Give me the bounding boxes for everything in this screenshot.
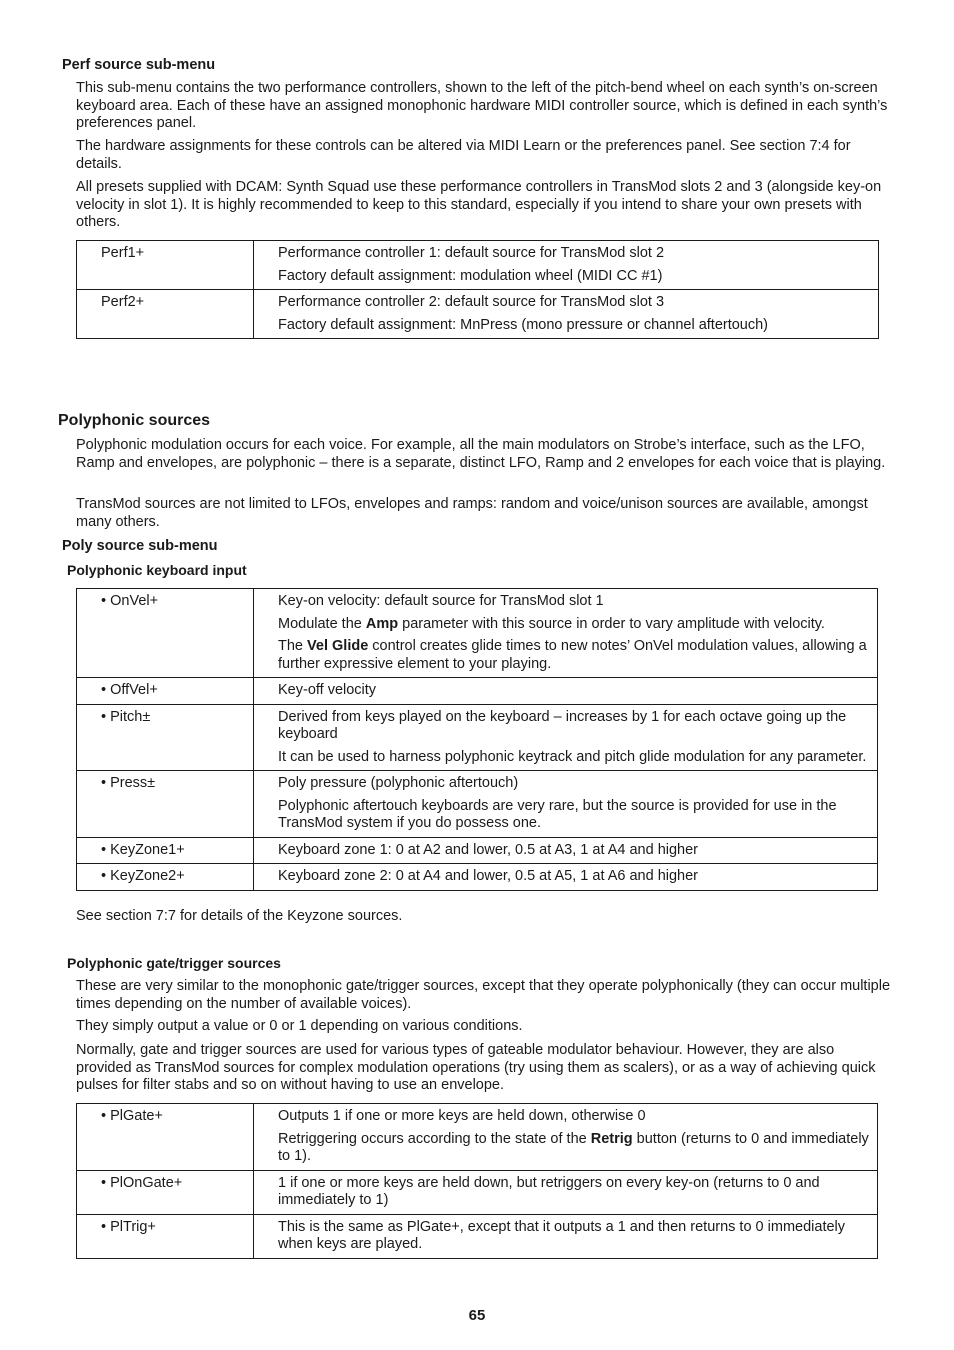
vel-glide-control-label: Vel Glide bbox=[307, 638, 369, 654]
keyboard-input-table bbox=[76, 588, 878, 891]
retrig-button-label: Retrig bbox=[590, 1130, 633, 1147]
source-name: • PlTrig+ bbox=[77, 1214, 254, 1258]
table-row bbox=[77, 290, 879, 339]
table-row bbox=[77, 1214, 878, 1258]
source-description bbox=[254, 678, 878, 705]
description-line: Retriggering occurs according to the state of the Retrig button (returns to 0 and immediately to 1). bbox=[278, 1130, 869, 1164]
source-description bbox=[254, 704, 878, 771]
description-line: Keyboard zone 1: 0 at A2 and lower, 0.5 at A3, 1 at A4 and higher bbox=[278, 841, 699, 858]
source-name: • Pitch± bbox=[77, 704, 254, 771]
perf-source-table bbox=[76, 240, 879, 339]
description-line: The Vel Glide control creates glide times to new notes’ OnVel modulation values, allowing a further expressive element to your playing. bbox=[278, 638, 867, 672]
poly-paragraph-1: Polyphonic modulation occurs for each voice. For example, all the main modulators on Strobe’s interface, such as the LFO, Ramp and envelopes, are polyphonic – there is a separate, distinct LFO, Ramp and 2 envelopes for each voice that is playing. bbox=[76, 437, 886, 471]
source-name: • OnVel+ bbox=[77, 589, 254, 678]
source-name: • KeyZone1+ bbox=[77, 837, 254, 864]
source-description bbox=[254, 589, 878, 678]
description-line: Derived from keys played on the keyboard – increases by 1 for each octave going up the keyboard bbox=[278, 708, 847, 742]
source-description bbox=[254, 864, 878, 891]
table-row bbox=[77, 704, 878, 771]
source-name: Perf1+ bbox=[77, 241, 254, 290]
table-row bbox=[77, 771, 878, 838]
description-line: Polyphonic aftertouch keyboards are very rare, but the source is provided for use in the TransMod system if you do possess one. bbox=[278, 797, 837, 831]
source-name: Perf2+ bbox=[77, 290, 254, 339]
source-description bbox=[254, 241, 879, 290]
source-description bbox=[254, 1170, 878, 1214]
table-row bbox=[77, 678, 878, 705]
source-name: • Press± bbox=[77, 771, 254, 838]
description-line: Key-on velocity: default source for TransMod slot 1 bbox=[278, 593, 604, 609]
source-description bbox=[254, 1104, 878, 1171]
table-row bbox=[77, 1104, 878, 1171]
gate-paragraph-3: Normally, gate and trigger sources are used for various types of gateable modulator behaviour. However, they are also provided as TransMod sources for complex modulation operations (try using them as scalers), or as a way of achieving quick pulses for filter stabs and so on without having to use an envelope. bbox=[76, 1042, 876, 1093]
gate-paragraph-2: They simply output a value or 0 or 1 depending on various conditions. bbox=[76, 1018, 523, 1034]
perf-paragraph-1: This sub-menu contains the two performance controllers, shown to the left of the pitch-bend wheel on each synth’s on-screen keyboard area. Each of these have an assigned monophonic hardware MIDI controller source, which is defined in each synth’s preferences panel. bbox=[76, 80, 888, 131]
description-line: This is the same as PlGate+, except that it outputs a 1 and then returns to 0 immediately when keys are played. bbox=[278, 1218, 846, 1252]
keyboard-input-heading: Polyphonic keyboard input bbox=[67, 562, 247, 578]
perf-submenu-heading: Perf source sub-menu bbox=[62, 57, 216, 73]
source-description bbox=[254, 1214, 878, 1258]
source-description bbox=[254, 771, 878, 838]
source-name: • PlGate+ bbox=[77, 1104, 254, 1171]
table-row bbox=[77, 241, 879, 290]
polyphonic-sources-heading: Polyphonic sources bbox=[58, 412, 211, 429]
description-line: Performance controller 2: default source for TransMod slot 3 bbox=[278, 294, 665, 310]
table-row bbox=[77, 864, 878, 891]
description-line: It can be used to harness polyphonic keytrack and pitch glide modulation for any parameter. bbox=[278, 748, 867, 765]
description-line: Factory default assignment: MnPress (mono pressure or channel aftertouch) bbox=[278, 316, 769, 333]
source-name: • PlOnGate+ bbox=[77, 1170, 254, 1214]
description-line: Performance controller 1: default source for TransMod slot 2 bbox=[278, 245, 665, 261]
source-description bbox=[254, 290, 879, 339]
description-line: Outputs 1 if one or more keys are held down, otherwise 0 bbox=[278, 1108, 646, 1124]
gate-trigger-heading: Polyphonic gate/trigger sources bbox=[67, 955, 281, 971]
poly-paragraph-2: TransMod sources are not limited to LFOs, envelopes and ramps: random and voice/unison sources are available, amongst many others. bbox=[76, 496, 868, 530]
perf-paragraph-2: The hardware assignments for these controls can be altered via MIDI Learn or the preferences panel. See section 7:4 for details. bbox=[76, 138, 851, 172]
description-line: Poly pressure (polyphonic aftertouch) bbox=[278, 775, 519, 791]
description-line: Factory default assignment: modulation wheel (MIDI CC #1) bbox=[278, 267, 663, 284]
description-line: Modulate the Amp parameter with this source in order to vary amplitude with velocity. bbox=[278, 615, 825, 632]
amp-parameter-label: Amp bbox=[365, 615, 399, 632]
table-row bbox=[77, 1170, 878, 1214]
source-name: • KeyZone2+ bbox=[77, 864, 254, 891]
source-name: • OffVel+ bbox=[77, 678, 254, 705]
perf-paragraph-3: All presets supplied with DCAM: Synth Squad use these performance controllers in TransMod slots 2 and 3 (alongside key-on velocity in slot 1). It is highly recommended to keep to this standard, especially if you intend to share your own presets with others. bbox=[76, 179, 882, 230]
gate-paragraph-1: These are very similar to the monophonic gate/trigger sources, except that they operate polyphonically (they can occur multiple times depending on the number of available voices). bbox=[76, 978, 891, 1012]
description-line: 1 if one or more keys are held down, but retriggers on every key-on (returns to 0 and immediately to 1) bbox=[278, 1174, 820, 1208]
keyzone-note: See section 7:7 for details of the Keyzone sources. bbox=[76, 908, 403, 924]
table-row bbox=[77, 837, 878, 864]
table-row bbox=[77, 589, 878, 678]
description-line: Key-off velocity bbox=[278, 682, 377, 698]
source-description bbox=[254, 837, 878, 864]
description-line: Keyboard zone 2: 0 at A4 and lower, 0.5 at A5, 1 at A6 and higher bbox=[278, 868, 699, 884]
poly-submenu-heading: Poly source sub-menu bbox=[62, 538, 218, 554]
gate-trigger-table bbox=[76, 1103, 878, 1259]
page-number: 65 bbox=[468, 1307, 486, 1324]
